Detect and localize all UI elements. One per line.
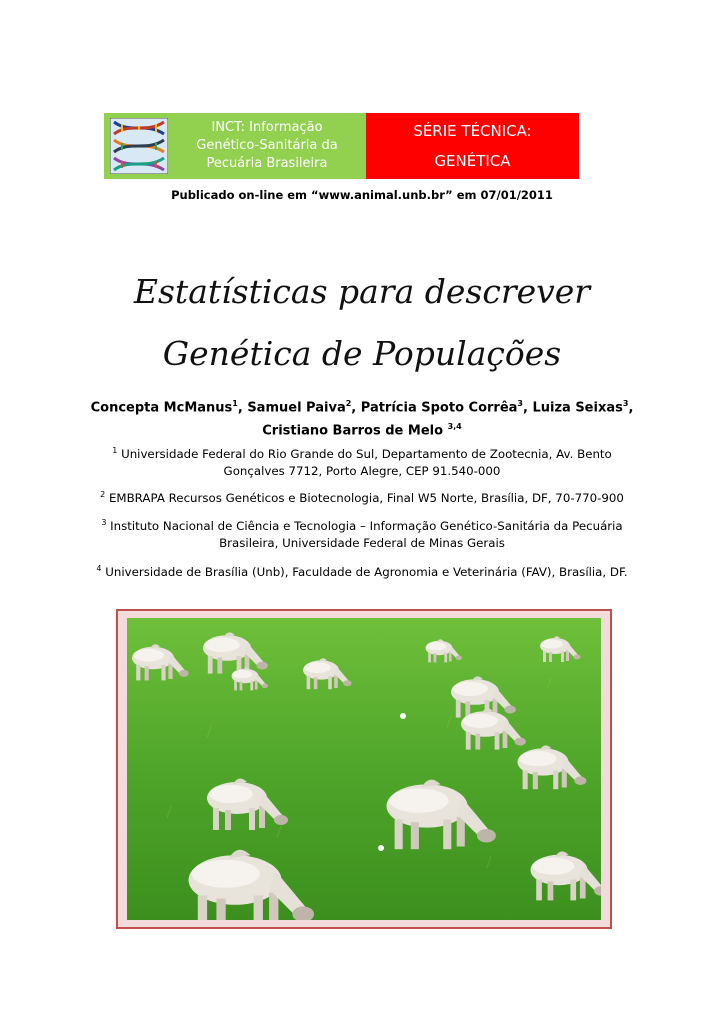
author-superscript: 3 <box>517 399 523 408</box>
affiliation-text: Instituto Nacional de Ciência e Tecnologia – Informação Genético-Sanitária da Pecuária Brasileira, Universidade Federal de Minas Gerais <box>110 518 623 550</box>
author-name: , Samuel Paiva <box>237 400 346 416</box>
affiliation-2 <box>80 486 644 507</box>
affiliation-number: 3 <box>101 518 107 527</box>
author-name: Concepta McManus <box>90 400 233 416</box>
genetica-label: GENÉTICA <box>434 152 511 170</box>
author-superscript: 2 <box>345 399 352 408</box>
affiliation-number: 1 <box>112 446 118 455</box>
serie-box <box>366 113 579 179</box>
pasture-cattle-image <box>127 618 601 920</box>
title-line-2: Genética de Populações <box>162 334 562 373</box>
author-superscript: 3,4 <box>447 422 462 432</box>
inct-line: Genético-Sanitária da <box>196 138 338 153</box>
author-list <box>90 394 634 441</box>
affiliation-text: Universidade de Brasília (Unb), Faculdade de Agronomia e Veterinária (FAV), Brasília, DF. <box>105 564 628 579</box>
photo-frame <box>116 609 612 929</box>
title-line-1: Estatísticas para descrever <box>133 272 591 311</box>
author-superscript: 1 <box>232 399 238 408</box>
cattle-photo <box>127 618 601 920</box>
dna-logo-icon <box>110 118 168 174</box>
affiliation-number: 4 <box>96 564 102 573</box>
serie-tecnica-label: SÉRIE TÉCNICA: <box>413 122 532 140</box>
affiliation-1 <box>80 442 644 480</box>
affiliation-text: EMBRAPA Recursos Genéticos e Biotecnologia, Final W5 Norte, Brasília, DF, 70-770-900 <box>108 490 624 505</box>
published-note: Publicado on-line em “www.animal.unb.br” em 07/01/2011 <box>171 188 553 202</box>
inct-line: INCT: Informação <box>211 120 323 135</box>
author-name: , Patrícia Spoto Corrêa <box>351 400 518 416</box>
affiliation-text: Universidade Federal do Rio Grande do Sul, Departamento de Zootecnia, Av. Bento Gonçalves 7712, Porto Alegre, CEP 91.540-000 <box>121 446 612 478</box>
affiliation-4 <box>80 560 644 581</box>
author-superscript: 3 <box>622 399 629 408</box>
inct-line: Pecuária Brasileira <box>206 156 328 171</box>
affiliation-number: 2 <box>100 490 106 499</box>
author-name: , Luiza Seixas <box>523 400 623 416</box>
inct-box <box>104 113 366 179</box>
series-banner <box>104 113 579 179</box>
inct-label <box>168 119 366 173</box>
author-name: , Cristiano Barros de Melo <box>262 400 634 439</box>
affiliation-3 <box>80 514 644 552</box>
